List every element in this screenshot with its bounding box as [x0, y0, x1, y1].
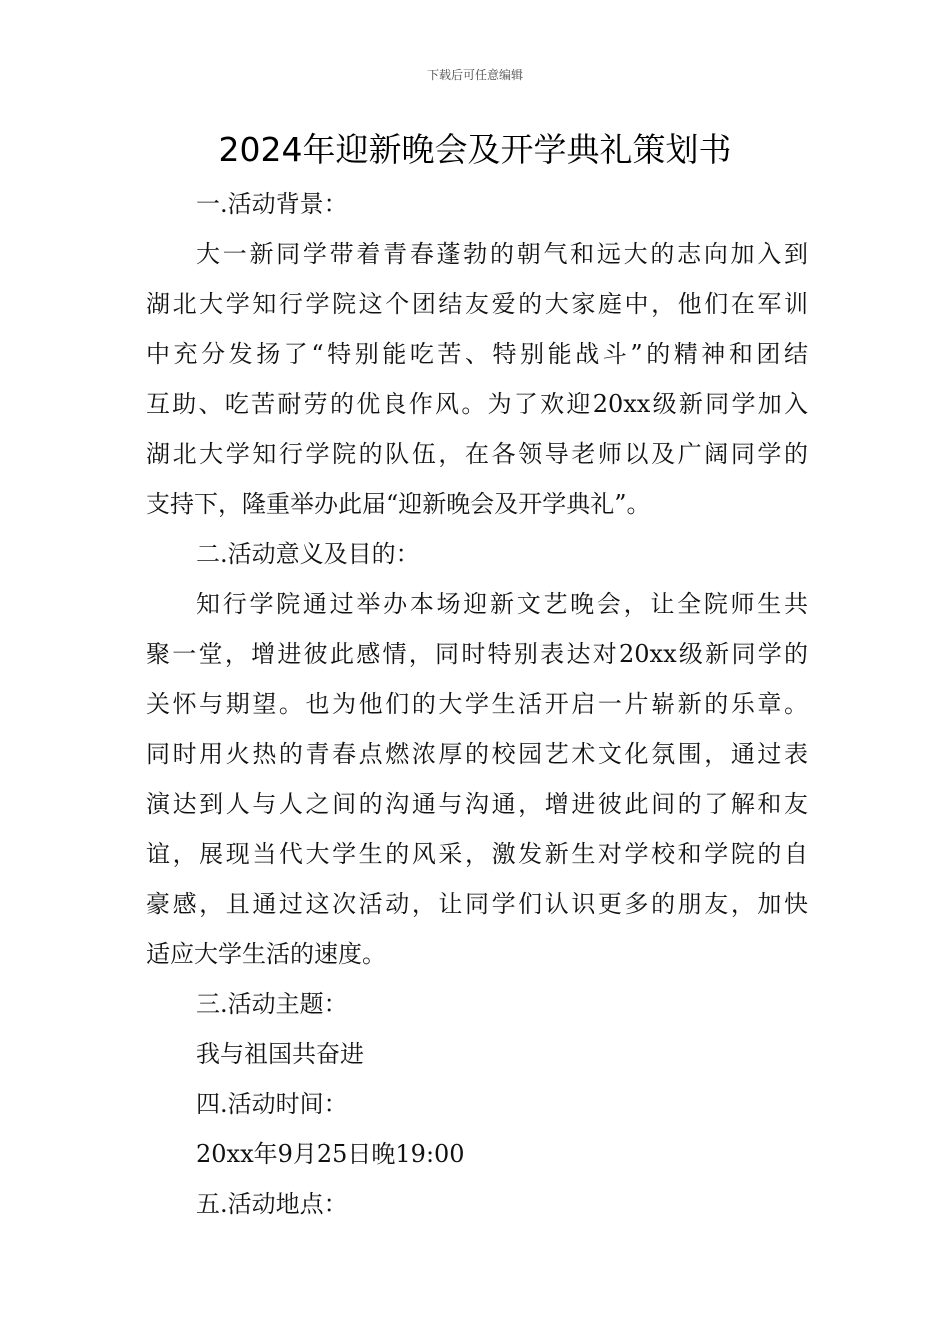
text-line: 二.活动意义及目的： — [196, 540, 420, 568]
header-note: 下载后可任意编辑 — [426, 68, 523, 82]
text-line: 大一新同学带着青春蓬勃的朝气和远大的志向加入到 — [196, 240, 808, 268]
text-line: 关怀与期望。也为他们的大学生活开启一片崭新的乐章。 — [146, 690, 808, 718]
text-line: 湖北大学知行学院这个团结友爱的大家庭中，他们在军训 — [146, 290, 808, 318]
text-line: 20xx年9月25日晚19:00 — [196, 1140, 465, 1168]
text-line: 我与祖国共奋进 — [196, 1040, 364, 1068]
text-line: 同时用火热的青春点燃浓厚的校园艺术文化氛围，通过表 — [146, 740, 808, 768]
document-body — [146, 179, 808, 1229]
text-line: 知行学院通过举办本场迎新文艺晚会，让全院师生共 — [196, 590, 808, 618]
text-line: 适应大学生活的速度。 — [146, 940, 386, 968]
text-line: 互助、吃苦耐劳的优良作风。为了欢迎20xx级新同学加入 — [146, 390, 808, 418]
text-line: 演达到人与人之间的沟通与沟通，增进彼此间的了解和友 — [146, 790, 808, 818]
text-line: 中充分发扬了“特别能吃苦、特别能战斗”的精神和团结 — [146, 340, 808, 368]
text-line: 四.活动时间： — [196, 1090, 348, 1118]
text-line: 湖北大学知行学院的队伍，在各领导老师以及广阔同学的 — [146, 440, 808, 468]
text-line: 一.活动背景： — [196, 190, 348, 218]
text-line: 聚一堂，增进彼此感情，同时特别表达对20xx级新同学的 — [146, 640, 808, 668]
text-line: 五.活动地点： — [196, 1190, 348, 1218]
text-line: 三.活动主题： — [196, 990, 348, 1018]
document-title: 2024年迎新晚会及开学典礼策划书 — [218, 130, 732, 169]
text-line: 豪感，且通过这次活动，让同学们认识更多的朋友，加快 — [146, 890, 808, 918]
text-line: 支持下，隆重举办此届“迎新晚会及开学典礼”。 — [146, 490, 651, 518]
text-line: 谊，展现当代大学生的风采，激发新生对学校和学院的自 — [146, 840, 808, 868]
